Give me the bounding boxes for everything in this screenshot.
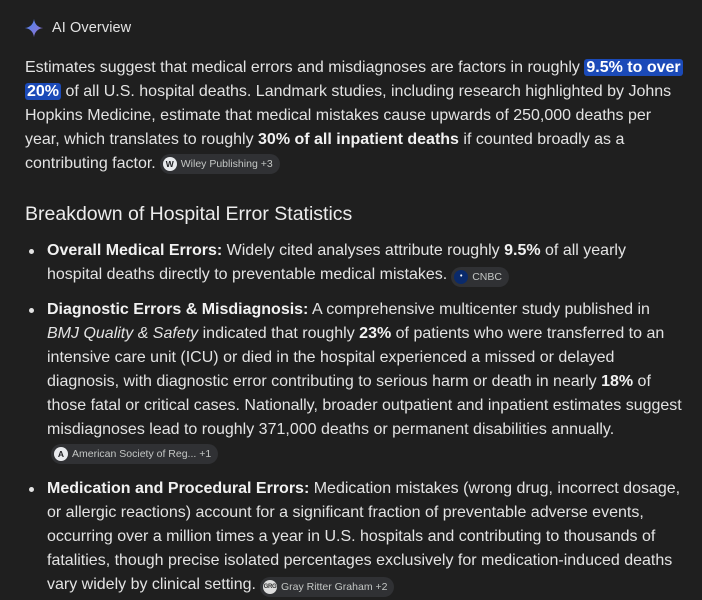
ai-overview-panel (25, 0, 685, 593)
breakdown-list (25, 239, 685, 287)
source-chip-label: American Society of Reg... +1 (72, 448, 212, 460)
item-text: of all yearly hospital deaths directly to preventable medical mistakes. (47, 242, 626, 283)
source-chip-gray-ritter[interactable] (260, 577, 395, 597)
breakdown-list (25, 477, 685, 597)
american-society-logo-icon: A (54, 447, 68, 461)
wiley-logo-icon: W (163, 157, 177, 171)
item-text: of those fatal or critical cases. Nationally, broader outpatient and inpatient estimates suggest misdiagnoses lead to roughly 371,000 deaths or permanent disabilities annually. (47, 373, 682, 438)
cnbc-logo-icon: • (454, 270, 468, 284)
breakdown-list (25, 298, 685, 466)
source-chip-label: Gray Ritter Graham +2 (280, 581, 388, 593)
source-chip-label: CNBC (472, 271, 502, 283)
intro-text: of all U.S. hospital deaths. Landmark studies, including research highlighted by Johns Hopkins Medicine, estimate that medical mistakes cause upwards of 250,000 deaths per year, which translates to roughly (25, 83, 672, 148)
intro-paragraph (25, 56, 685, 176)
list-item (25, 239, 685, 287)
gemini-sparkle-icon (24, 18, 44, 38)
gray-ritter-logo-icon: GRG (263, 580, 277, 594)
journal-name: BMJ Quality & Safety (47, 325, 199, 342)
source-chip-american-society[interactable] (51, 444, 218, 464)
ai-overview-title: AI Overview (52, 20, 132, 36)
source-chip-wiley[interactable] (160, 154, 280, 174)
source-chip-label: Wiley Publishing +3 (180, 158, 273, 170)
intro-text: if counted broadly as a contributing factor. (25, 131, 625, 172)
item-lead: Diagnostic Errors & Misdiagnosis: (47, 301, 309, 318)
ai-overview-header (24, 0, 685, 56)
intro-text: Estimates suggest that medical errors and misdiagnoses are factors in roughly (25, 59, 585, 76)
section-heading: Breakdown of Hospital Error Statistics (25, 203, 353, 225)
item-text: Medication mistakes (wrong drug, incorrect dosage, or allergic reactions) account for a significant fraction of preventable adverse events, occurring over a million times a year in U.S. hospitals and contributing to thousands of fatalities, though precise isolated percentages exclusively for medication-induced deaths vary widely by clinical setting. (47, 480, 681, 593)
bold-statistic: 18% (601, 373, 634, 390)
item-text: of patients who were transferred to an intensive care unit (ICU) or died in the hospital experienced a missed or delayed diagnosis, with diagnostic error contributing to serious harm or death in nearly (47, 325, 665, 390)
list-item (25, 298, 685, 466)
item-lead: Overall Medical Errors: (47, 242, 223, 259)
item-text: indicated that roughly (198, 325, 360, 342)
bold-statistic: 23% (359, 325, 392, 342)
highlighted-statistic[interactable]: 9.5% to over 20% (27, 59, 681, 100)
bold-statistic: 30% of all inpatient deaths (258, 131, 459, 148)
item-lead: Medication and Procedural Errors: (47, 480, 310, 497)
bold-statistic: 9.5% (504, 242, 541, 259)
item-text: A comprehensive multicenter study published in (308, 301, 650, 318)
item-text: Widely cited analyses attribute roughly (222, 242, 505, 259)
list-item (25, 477, 685, 597)
source-chip-cnbc[interactable] (451, 267, 509, 287)
